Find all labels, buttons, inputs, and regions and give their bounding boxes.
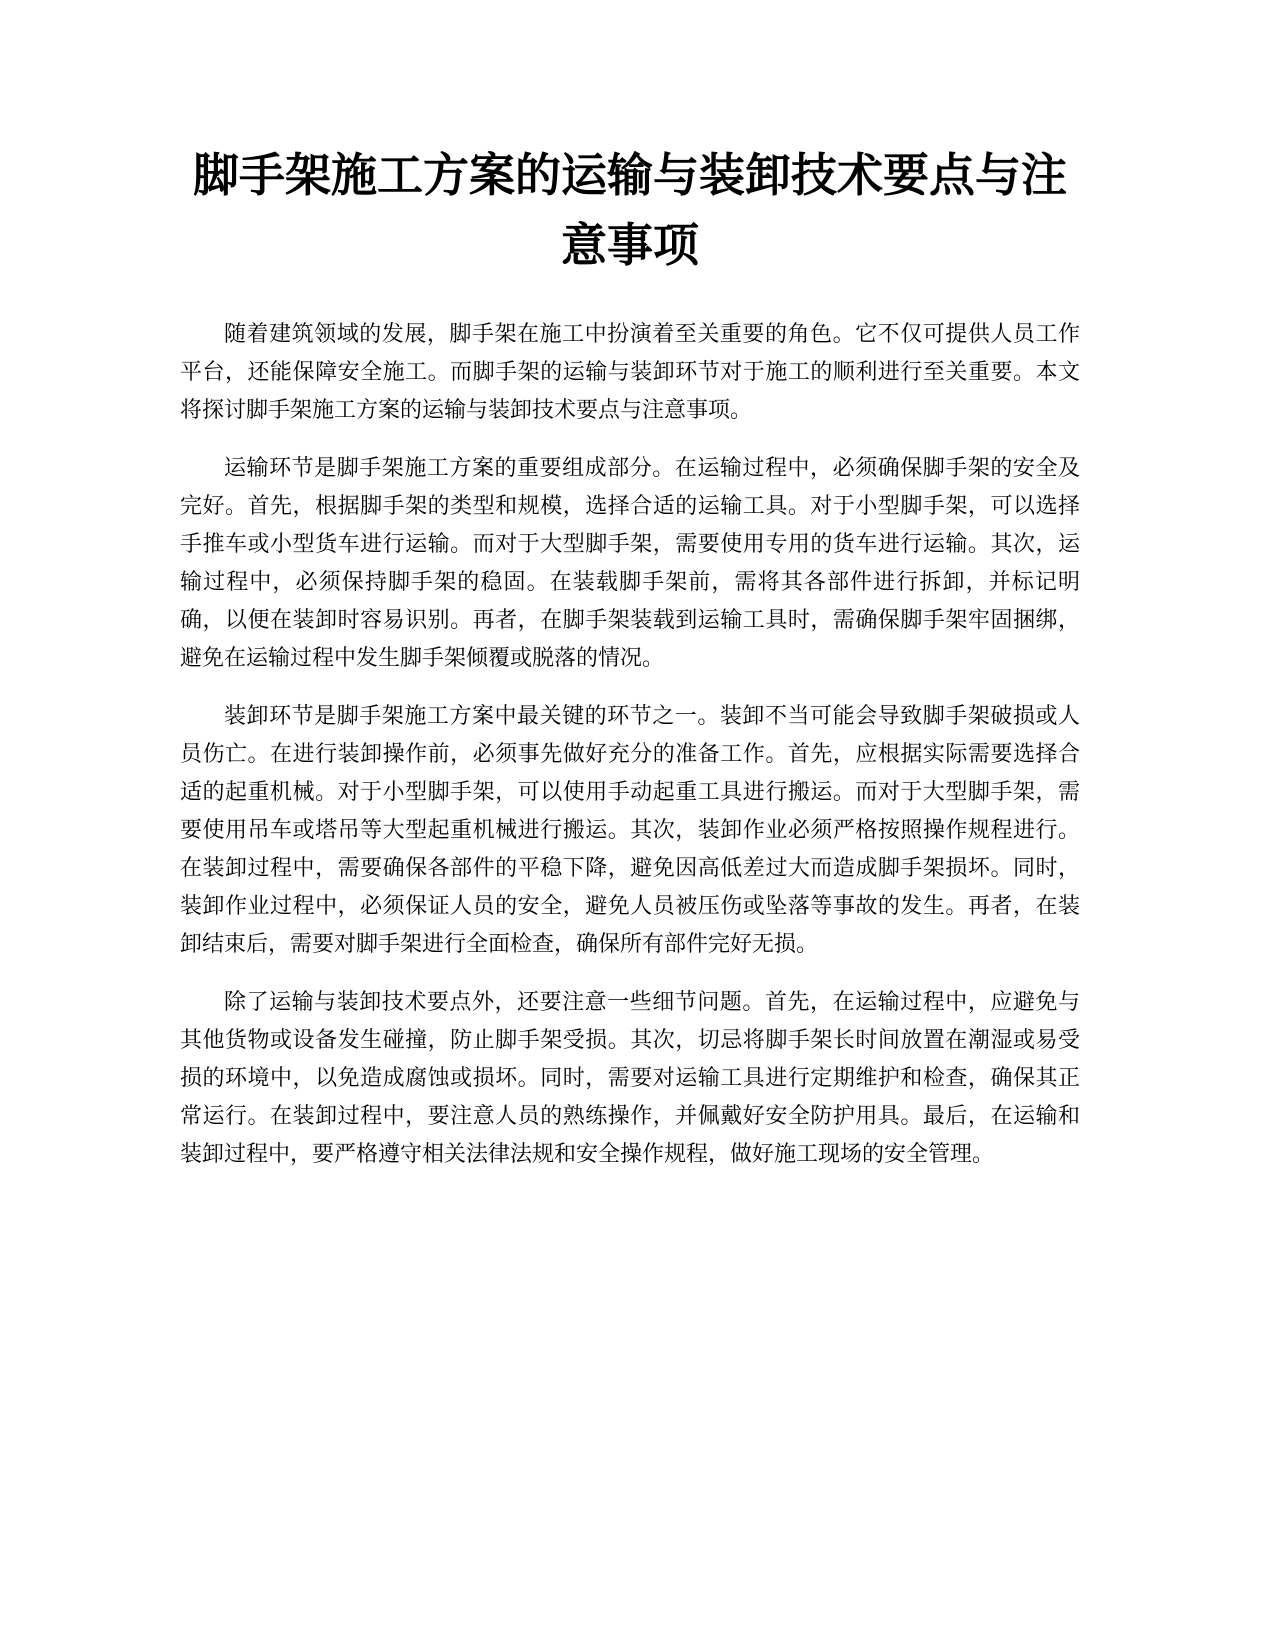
document-title: 脚手架施工方案的运输与装卸技术要点与注意事项 [193, 148, 1067, 272]
paragraph-loading-unloading: 装卸环节是脚手架施工方案中最关键的环节之一。装卸不当可能会导致脚手架破损或人员伤亡。在进行装卸操作前，必须事先做好充分的准备工作。首先，应根据实际需要选择合适的起重机械。对于小型脚手架，可以使用手动起重工具进行搬运。而对于大型脚手架，需要使用吊车或塔吊等大型起重机械进行搬运。其次，装卸作业必须严格按照操作规程进行。在装卸过程中，需要确保各部件的平稳下降，避免因高低差过大而造成脚手架损坏。同时，装卸作业过程中，必须保证人员的安全，避免人员被压伤或坠落等事故的发生。再者，在装卸结束后，需要对脚手架进行全面检查，确保所有部件完好无损。 [180, 704, 1080, 957]
document-page [180, 140, 1080, 1194]
paragraph-transport: 运输环节是脚手架施工方案的重要组成部分。在运输过程中，必须确保脚手架的安全及完好。首先，根据脚手架的类型和规模，选择合适的运输工具。对于小型脚手架，可以选择手推车或小型货车进行运输。而对于大型脚手架，需要使用专用的货车进行运输。其次，运输过程中，必须保持脚手架的稳固。在装载脚手架前，需将其各部件进行拆卸，并标记明确，以便在装卸时容易识别。再者，在脚手架装载到运输工具时，需确保脚手架牢固捆绑，避免在运输过程中发生脚手架倾覆或脱落的情况。 [180, 456, 1080, 671]
document-body [180, 316, 1080, 1174]
paragraph-intro: 随着建筑领域的发展，脚手架在施工中扮演着至关重要的角色。它不仅可提供人员工作平台，还能保障安全施工。而脚手架的运输与装卸环节对于施工的顺利进行至关重要。本文将探讨脚手架施工方案的运输与装卸技术要点与注意事项。 [180, 322, 1080, 423]
paragraph-precautions: 除了运输与装卸技术要点外，还要注意一些细节问题。首先，在运输过程中，应避免与其他货物或设备发生碰撞，防止脚手架受损。其次，切忌将脚手架长时间放置在潮湿或易受损的环境中，以免造成腐蚀或损坏。同时，需要对运输工具进行定期维护和检查，确保其正常运行。在装卸过程中，要注意人员的熟练操作，并佩戴好安全防护用具。最后，在运输和装卸过程中，要严格遵守相关法律法规和安全操作规程，做好施工现场的安全管理。 [180, 990, 1080, 1167]
